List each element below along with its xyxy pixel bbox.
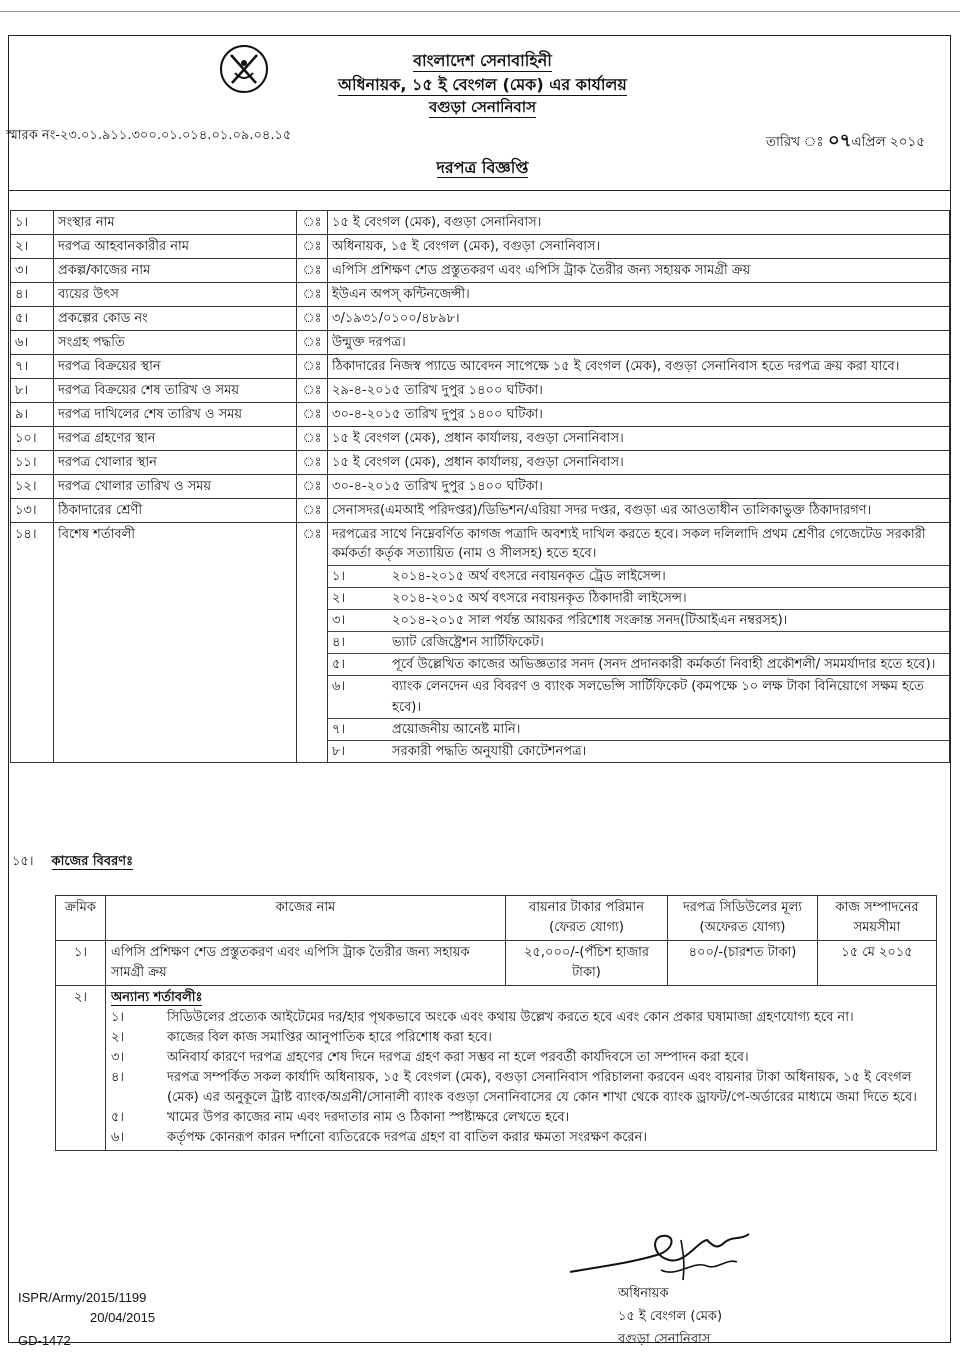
row-separator: ঃ <box>297 283 328 307</box>
table-row <box>11 331 950 355</box>
row-separator: ঃ <box>297 379 328 403</box>
list-item-number: ৭। <box>332 722 346 737</box>
header-schedule-price: দরপত্র সিডিউলের মূল্য (অফেরত যোগ্য) <box>668 896 818 941</box>
list-item <box>111 1108 931 1128</box>
row-value: ৩০-৪-২০১৫ তারিখ দুপুর ১৪০০ ঘটিকা। <box>328 475 950 499</box>
row-separator: ঃ <box>297 331 328 355</box>
row-value: ইউএন অপস্ কন্টিনজেন্সী। <box>328 283 950 307</box>
row-value: ১৫ ই বেংগল (মেক), বগুড়া সেনানিবাস। <box>328 211 950 235</box>
list-item <box>328 741 949 762</box>
row-number: ৭। <box>11 355 54 379</box>
other-conditions <box>106 986 937 1151</box>
list-item-number: ৫। <box>332 657 346 672</box>
list-item <box>328 719 949 741</box>
list-item-number: ৪। <box>111 1070 125 1085</box>
row-number: ১২। <box>11 475 54 499</box>
date-month-year: এপ্রিল ২০১৫ <box>851 134 925 150</box>
list-item <box>111 1128 931 1148</box>
row-number: ১। <box>11 211 54 235</box>
header-serial: ক্রমিক <box>56 896 106 941</box>
list-item <box>111 1008 931 1028</box>
row-label: দরপত্র খোলার স্থান <box>54 451 297 475</box>
list-item <box>111 1048 931 1068</box>
row-value: এপিসি প্রশিক্ষণ শেড প্রস্তুতকরণ এবং এপিসি ট্রাক তৈরীর জন্য সহায়ক সামগ্রী ক্রয় <box>328 259 950 283</box>
list-item-number: ৩। <box>111 1050 125 1065</box>
row-deadline: ১৫ মে ২০১৫ <box>818 941 937 986</box>
list-item-text: ২০১৪-২০১৫ অর্থ বৎসরে নবায়নকৃত ট্রেড লাইসেন্স। <box>392 569 666 584</box>
list-item-text: ভ্যাট রেজিষ্ট্রেশন সার্টিফিকেট। <box>392 635 544 650</box>
row-separator: ঃ <box>297 403 328 427</box>
list-item-text: দরপত্র সম্পর্কিত সকল কার্যাদি অধিনায়ক, ১৫ ই বেংগল (মেক), বগুড়া সেনানিবাস পরিচালনা করবেন এবং বায়নার টাকা অধিনায়ক, ১৫ ই বেংগল (মেক) এর অনুকূলে ট্রাষ্ট ব্যাংক/অগ্রনী/সোনালী ব্যাংক বগুড়া সেনানিবাসের যে কোন শাখা থেকে ব্যাংক ড্রাফট/পে-অর্ডারের মাধ্যমে জমা দিতে হবে। <box>167 1070 917 1105</box>
gd-number: GD-1472 <box>18 1333 71 1348</box>
list-item-text: ২০১৪-২০১৫ অর্থ বৎসরে নবায়নকৃত ঠিকাদারী লাইসেন্স। <box>392 591 687 606</box>
list-item-text: সরকারী পদ্ধতি অনুযায়ী কোটেশনপত্র। <box>392 744 587 759</box>
date-line: তারিখ ঃ ০৭এপ্রিল ২০১৫ <box>765 130 925 151</box>
row-separator: ঃ <box>297 235 328 259</box>
row-label: ঠিকাদারের শ্রেণী <box>54 499 297 523</box>
row-separator: ঃ <box>297 259 328 283</box>
header-earnest-money: বায়নার টাকার পরিমান (ফেরত যোগ্য) <box>506 896 668 941</box>
signer-location: বগুড়া সেনানিবাস <box>618 1332 711 1347</box>
row-number: ১০। <box>11 427 54 451</box>
table-row <box>11 235 950 259</box>
row-label: দরপত্র খোলার তারিখ ও সময় <box>54 475 297 499</box>
list-item <box>111 1068 931 1108</box>
row-label: দরপত্র দাখিলের শেষ তারিখ ও সময় <box>54 403 297 427</box>
list-item-text: পূর্বে উল্লেখিত কাজের অভিজ্ঞতার সনদ (সনদ প্রদানকারী কর্মকর্তা নিবাহী প্রকৌশলী/ সমমর্যাদার হতে হবে)। <box>392 657 936 672</box>
row-label: দরপত্র বিক্রয়ের স্থান <box>54 355 297 379</box>
section-15-heading: ১৫। কাজের বিবরণঃ <box>12 854 134 869</box>
row-number: ৮। <box>11 379 54 403</box>
list-item-number: ৪। <box>332 635 346 650</box>
table-row <box>11 451 950 475</box>
header-deadline: কাজ সম্পাদনের সময়সীমা <box>818 896 937 941</box>
row-number: ১১। <box>11 451 54 475</box>
table-row-special-conditions <box>11 523 950 763</box>
row-value: ১৫ ই বেংগল (মেক), প্রধান কার্যালয়, বগুড়া সেনানিবাস। <box>328 451 950 475</box>
special-conditions-intro: দরপত্রের সাথে নিম্নেবর্ণিত কাগজ পত্রাদি অবশ্যই দাখিল করতে হবে। সকল দলিলাদি প্রথম শ্রেণীর গেজেটেড সরকারী কর্মকর্তা কর্তৃক সত্যায়িত (নাম ও সীলসহ) হতে হবে। <box>328 523 949 566</box>
list-item-number: ৮। <box>332 744 346 759</box>
list-item-text: খামের উপর কাজের নাম এবং দরদাতার নাম ও ঠিকানা স্পষ্টাক্ষরে লেখতে হবে। <box>167 1110 570 1125</box>
top-rule <box>0 11 960 12</box>
table-row <box>11 403 950 427</box>
list-item <box>328 610 949 632</box>
row-separator: ঃ <box>297 523 328 763</box>
memo-number: স্মারক নং-২৩.০১.৯১১.৩০০.০১.০১৪.০১.০৯.০৪.১৫ <box>6 128 292 143</box>
header-org: বাংলাদেশ সেনাবাহিনী <box>413 51 552 70</box>
row-label: প্রকল্পের কোড নং <box>54 307 297 331</box>
row-value: ১৫ ই বেংগল (মেক), প্রধান কার্যালয়, বগুড়া সেনানিবাস। <box>328 427 950 451</box>
list-item-number: ৬। <box>332 679 346 694</box>
list-item-text: ব্যাংক লেনদেন এর বিবরণ ও ব্যাংক সলভেন্সি সার্টিফিকেট (কমপক্ষে ১০ লক্ষ টাকা বিনিয়োগে সক্ষম হতে হবে)। <box>392 679 924 715</box>
row-value: ঠিকাদারের নিজস্ব প্যাডে আবেদন সাপেক্ষে ১৫ ই বেংগল (মেক), বগুড়া সেনানিবাস হতে দরপত্র ক্রয় করা যাবে। <box>328 355 950 379</box>
table-row <box>11 211 950 235</box>
row-separator: ঃ <box>297 451 328 475</box>
row-separator: ঃ <box>297 427 328 451</box>
row-separator: ঃ <box>297 211 328 235</box>
row-separator: ঃ <box>297 307 328 331</box>
table-row <box>11 307 950 331</box>
list-item-text: প্রয়োজনীয় আনেষ্ট মানি। <box>392 722 521 737</box>
list-item-number: ৫। <box>111 1110 125 1125</box>
row-serial: ১। <box>56 941 106 986</box>
work-table-header <box>56 896 937 941</box>
table-row <box>11 475 950 499</box>
table-row <box>11 379 950 403</box>
other-serial: ২। <box>56 986 106 1151</box>
row-value: ৩০-৪-২০১৫ তারিখ দুপুর ১৪০০ ঘটিকা। <box>328 403 950 427</box>
row-label: দরপত্র আহবানকারীর নাম <box>54 235 297 259</box>
tender-info-table <box>10 210 950 763</box>
row-value: উন্মুক্ত দরপত্র। <box>328 331 950 355</box>
row-number: ৩। <box>11 259 54 283</box>
list-item-number: ৩। <box>332 613 346 628</box>
list-item <box>328 632 949 654</box>
row-work-name: এপিসি প্রশিক্ষণ শেড প্রস্তুতকরণ এবং এপিসি ট্রাক তৈরীর জন্য সহায়ক সামগ্রী ক্রয় <box>106 941 506 986</box>
row-label: সংস্থার নাম <box>54 211 297 235</box>
other-conditions-title: অন্যান্য শর্তাবলীঃ <box>111 990 203 1005</box>
signer-unit: ১৫ ই বেংগল (মেক) <box>618 1309 723 1324</box>
row-separator: ঃ <box>297 475 328 499</box>
row-number: ২। <box>11 235 54 259</box>
list-item-number: ২। <box>332 591 346 606</box>
signature <box>565 1222 765 1287</box>
row-label: প্রকল্প/কাজের নাম <box>54 259 297 283</box>
row-label: বিশেষ শর্তাবলী <box>54 523 297 763</box>
table-row <box>11 427 950 451</box>
row-label: ব্যয়ের উৎস <box>54 283 297 307</box>
work-description-table <box>55 895 937 1151</box>
divider <box>8 190 951 191</box>
row-value <box>328 523 950 763</box>
row-label: সংগ্রহ পদ্ধতি <box>54 331 297 355</box>
table-row <box>56 941 937 986</box>
row-number: ১৪। <box>11 523 54 763</box>
row-label: দরপত্র বিক্রয়ের শেষ তারিখ ও সময় <box>54 379 297 403</box>
list-item-number: ১। <box>111 1010 125 1025</box>
row-number: ৬। <box>11 331 54 355</box>
list-item <box>328 654 949 676</box>
row-separator: ঃ <box>297 355 328 379</box>
table-row <box>11 355 950 379</box>
list-item-number: ১। <box>332 569 346 584</box>
header-location: বগুড়া সেনানিবাস <box>428 98 537 116</box>
list-item-text: অনিবার্য কারণে দরপত্র গ্রহণের শেষ দিনে দরপত্র গ্রহণ করা সম্ভব না হলে পরবর্তী কার্যদিবসে তা সম্পাদন করা হবে। <box>167 1050 749 1065</box>
header-office: অধিনায়ক, ১৫ ই বেংগল (মেক) এর কার্যালয় <box>338 75 627 94</box>
row-number: ৪। <box>11 283 54 307</box>
table-row <box>11 259 950 283</box>
row-value: অধিনায়ক, ১৫ ই বেংগল (মেক), বগুড়া সেনানিবাস। <box>328 235 950 259</box>
row-label: দরপত্র গ্রহণের স্থান <box>54 427 297 451</box>
list-item <box>328 566 949 588</box>
list-item-text: সিডিউলের প্রত্যেক আইটেমের দর/হার পৃথকভাবে অংকে এবং কথায় উল্লেখ করতে হবে এবং কোন প্রকার ঘষামাজা গ্রহণযোগ্য হবে না। <box>167 1010 854 1025</box>
row-number: ৫। <box>11 307 54 331</box>
row-number: ৯। <box>11 403 54 427</box>
row-value: ২৯-৪-২০১৫ তারিখ দুপুর ১৪০০ ঘটিকা। <box>328 379 950 403</box>
row-earnest-money: ২৫,০০০/-(পঁচিশ হাজার টাকা) <box>506 941 668 986</box>
ispr-number: ISPR/Army/2015/1199 <box>18 1290 147 1305</box>
ispr-date: 20/04/2015 <box>90 1310 156 1325</box>
list-item-number: ৬। <box>111 1130 125 1145</box>
list-item <box>328 676 949 719</box>
other-conditions-row <box>56 986 937 1151</box>
header-work-name: কাজের নাম <box>106 896 506 941</box>
row-number: ১৩। <box>11 499 54 523</box>
signer-title: অধিনায়ক <box>618 1286 669 1301</box>
table-row <box>11 499 950 523</box>
row-schedule-price: ৪০০/-(চারশত টাকা) <box>668 941 818 986</box>
list-item-number: ২। <box>111 1030 125 1045</box>
row-value: সেনাসদর(এমআই পরিদপ্তর)/ডিভিশন/এরিয়া সদর দপ্তর, বগুড়া এর আওতাধীন তালিকাভুক্ত ঠিকাদারগণ। <box>328 499 950 523</box>
row-value: ৩/১৯৩১/০১০০/৪৮৯৮। <box>328 307 950 331</box>
list-item-text: ২০১৪-২০১৫ সাল পর্যন্ত আয়কর পরিশোধ সংক্রান্ত সনদ(টিআইএন নম্বরসহ)। <box>392 613 788 628</box>
row-separator: ঃ <box>297 499 328 523</box>
list-item-text: কর্তৃপক্ষ কোনরূপ কারন দর্শানো ব্যতিরেকে দরপত্র গ্রহণ বা বাতিল করার ক্ষমতা সংরক্ষণ করেন। <box>167 1130 647 1145</box>
date-day: ০৭ <box>827 130 852 151</box>
list-item <box>328 588 949 610</box>
page-title: দরপত্র বিজ্ঞপ্তি <box>436 158 529 177</box>
list-item-text: কাজের বিল কাজ সমাপ্তির আনুপাতিক হারে পরিশোধ করা হবে। <box>167 1030 492 1045</box>
list-item <box>111 1028 931 1048</box>
table-row <box>11 283 950 307</box>
